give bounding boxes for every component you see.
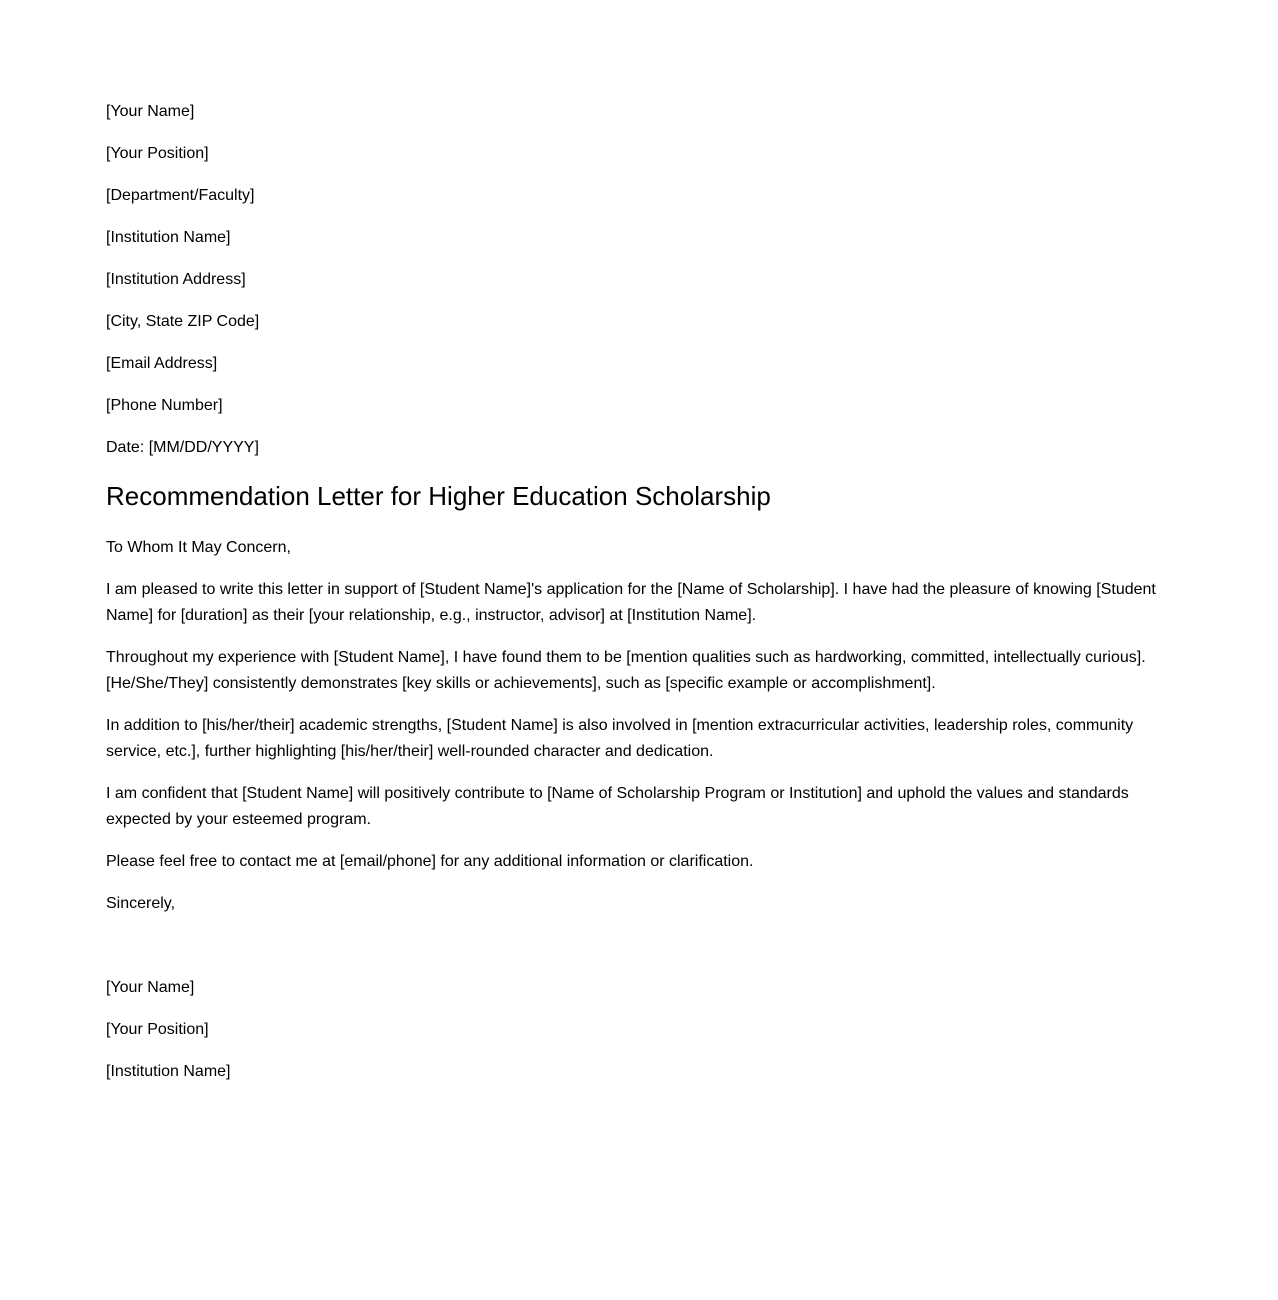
signature-block [106, 975, 1162, 1085]
signature-line-institution: [Institution Name] [106, 1063, 231, 1080]
signature-line-position: [Your Position] [106, 1021, 209, 1038]
sender-line-address: [Institution Address] [106, 271, 246, 288]
sender-line-institution: [Institution Name] [106, 229, 231, 246]
sender-line-city-state-zip: [City, State ZIP Code] [106, 313, 260, 330]
salutation: To Whom It May Concern, [106, 539, 291, 556]
letter-body [106, 577, 1162, 875]
sender-line-position: [Your Position] [106, 145, 209, 162]
document-title: Recommendation Letter for Higher Education Scholarship [106, 481, 771, 511]
signature-line-name: [Your Name] [106, 979, 195, 996]
body-paragraph-5: Please feel free to contact me at [email/phone] for any additional information or clarification. [106, 853, 754, 870]
body-paragraph-3: In addition to [his/her/their] academic strengths, [Student Name] is also involved in [mention extracurricular activities, leadership roles, community service, etc.], further highlighting [his/her/their] well-rounded character and dedication. [106, 717, 1134, 760]
signature-space [106, 933, 1162, 975]
closing: Sincerely, [106, 895, 176, 912]
sender-line-date: Date: [MM/DD/YYYY] [106, 439, 259, 456]
body-paragraph-4: I am confident that [Student Name] will positively contribute to [Name of Scholarship Program or Institution] and uphold the values and standards expected by your esteemed program. [106, 785, 1129, 828]
body-paragraph-1: I am pleased to write this letter in support of [Student Name]'s application for the [Name of Scholarship]. I have had the pleasure of knowing [Student Name] for [duration] as their [your relationship, e.g., instructor, advisor] at [Institution Name]. [106, 581, 1156, 624]
sender-line-department: [Department/Faculty] [106, 187, 255, 204]
sender-line-email: [Email Address] [106, 355, 218, 372]
sender-block [106, 99, 1162, 461]
sender-line-name: [Your Name] [106, 103, 195, 120]
sender-line-phone: [Phone Number] [106, 397, 223, 414]
body-paragraph-2: Throughout my experience with [Student Name], I have found them to be [mention qualities such as hardworking, committed, intellectually curious]. [He/She/They] consistently demonstrates [key skills or achievements], such as [specific example or accomplishment]. [106, 649, 1146, 692]
